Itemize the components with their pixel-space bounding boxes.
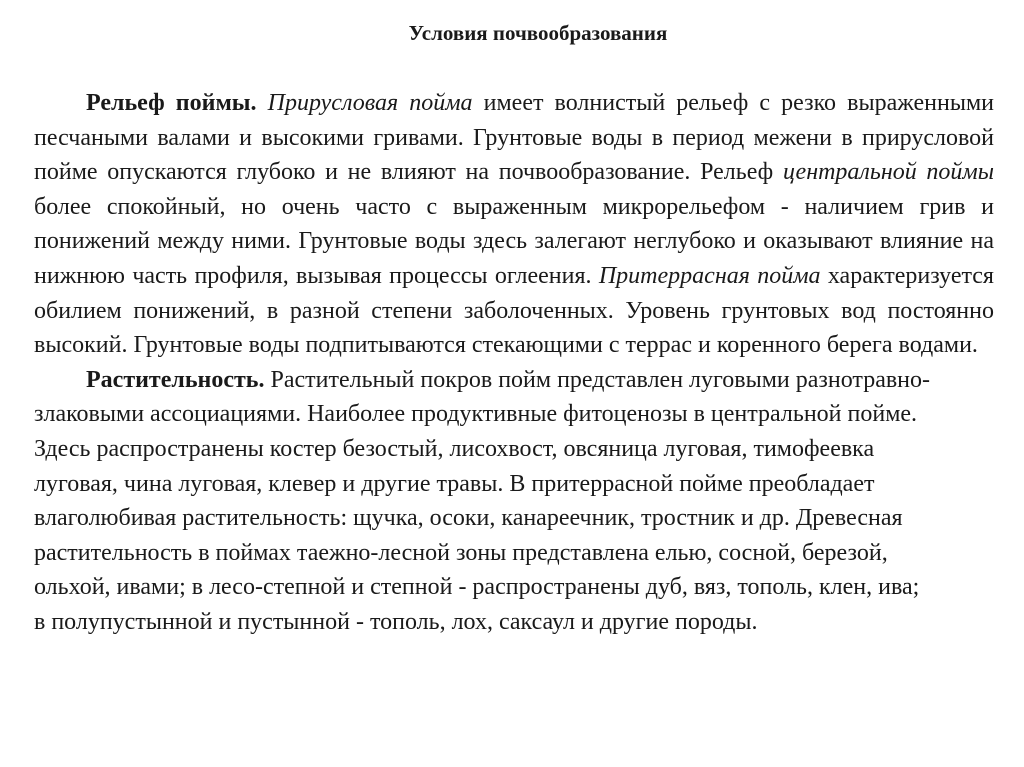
term-riverbed-floodplain: Прирусловая пойма [267,90,473,116]
body-text [34,86,994,640]
vegetation-line-7: ольхой, ивами; в лесо-степной и степной - распространены дуб, вяз, тополь, клен, ива; [34,574,920,601]
relief-heading: Рельеф поймы. [86,90,257,116]
vegetation-line-2: злаковыми ассоциациями. Наиболее продуктивные фитоценозы в центральной пойме. [34,401,918,428]
vegetation-line-3: Здесь распространены костер безостый, лисохвост, овсяница луговая, тимофеевка [34,435,875,462]
vegetation-line-5: влаголюбивая растительность: щучка, осоки, канареечник, тростник и др. Древесная [34,505,903,532]
relief-text-3: характеризуется обилием понижений, в разной степени заболоченных. Уровень грунтовых вод постоянно высокий. Грунтовые воды подпитываются стекающими с террас и коренного берега водами. [34,262,994,359]
page-title: Условия почвообразования [408,21,668,45]
vegetation-line-1: Растительный покров пойм представлен луговыми разнотравно- [264,366,931,393]
vegetation-heading: Растительность. [86,366,265,393]
paragraph-relief [34,86,994,363]
paragraph-vegetation [34,363,994,640]
relief-text-2: более спокойный, но очень часто с выраженным микрорельефом - наличием грив и понижений между ними. Грунтовые воды здесь залегают неглубоко и оказывают влияние на нижнюю часть профиля, вызывая процессы оглеения. [34,193,994,289]
vegetation-line-4: луговая, чина луговая, клевер и другие травы. В притеррасной пойме преобладает [34,470,875,497]
relief-space [257,90,268,116]
vegetation-line-8: в полупустынной и пустынной - тополь, лох, саксаул и другие породы. [34,608,758,635]
vegetation-line-6: растительность в поймах таежно-лесной зоны представлена елью, сосной, березой, [34,539,888,566]
relief-text-1: имеет волнистый рельеф с резко выраженными песчаными валами и высокими гривами. Грунтовые воды в период межени в прирусловой пойме опускаются глубоко и не влияют на почвообразование. Рельеф [34,90,994,186]
term-central-floodplain: центральной поймы [782,159,994,186]
term-terrace-floodplain: Притеррасная пойма [598,262,821,289]
